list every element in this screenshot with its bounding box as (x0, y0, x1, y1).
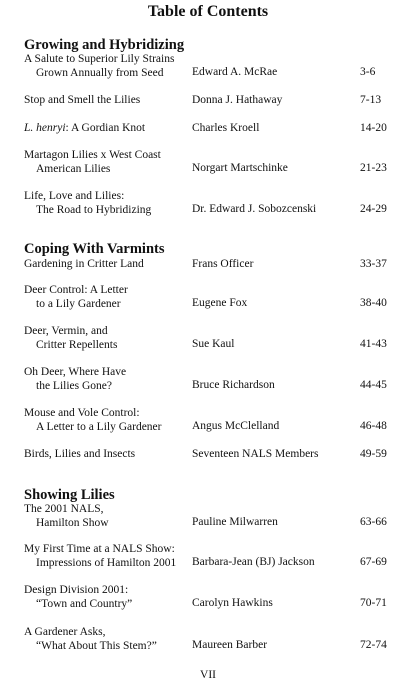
entry-author: Bruce Richardson (192, 379, 275, 391)
entry-pages: 33-37 (360, 258, 387, 270)
entry-pages: 63-66 (360, 516, 387, 528)
entry-title: Design Division 2001: “Town and Country” (24, 584, 133, 610)
entry-title: Stop and Smell the Lilies (24, 94, 141, 106)
page-number-footer: VII (200, 669, 216, 681)
page-title: Table of Contents (147, 3, 269, 20)
entry-pages: 38-40 (360, 297, 387, 309)
entry-author: Pauline Milwarren (192, 516, 278, 528)
entry-author: Maureen Barber (192, 639, 268, 651)
entry-title: Mouse and Vole Control: A Letter to a Lily Gardener (24, 407, 162, 433)
entry-title: Deer, Vermin, and Critter Repellents (24, 325, 118, 351)
entry-title: Life, Love and Lilies: The Road to Hybridizing (24, 190, 152, 216)
section-heading-showing-lilies: Showing Lilies (24, 487, 115, 503)
entry-title: My First Time at a NALS Show: Impressions of Hamilton 2001 (24, 543, 177, 569)
entry-author: Sue Kaul (192, 338, 235, 350)
entry-title: Gardening in Critter Land (24, 258, 144, 270)
entry-title: A Gardener Asks, “What About This Stem?” (24, 626, 157, 652)
section-heading-coping-with-varmints: Coping With Varmints (24, 241, 165, 257)
entry-title: The 2001 NALS, Hamilton Show (24, 503, 109, 529)
entry-author: Frans Officer (192, 258, 254, 270)
entry-title: A Salute to Superior Lily Strains Grown Annually from Seed (24, 53, 175, 79)
entry-pages: 7-13 (360, 94, 382, 106)
section-heading-growing-and-hybridizing: Growing and Hybridizing (24, 37, 185, 53)
entry-author: Barbara-Jean (BJ) Jackson (192, 556, 315, 568)
entry-title-rest: : A Gordian Knot (65, 122, 146, 134)
entry-author: Eugene Fox (192, 297, 248, 309)
entry-pages: 72-74 (360, 639, 387, 651)
entry-pages: 49-59 (360, 448, 387, 460)
entry-author: Norgart Martschinke (192, 162, 288, 174)
entry-title: Oh Deer, Where Have the Lilies Gone? (24, 366, 127, 392)
entry-pages: 44-45 (360, 379, 387, 391)
entry-author: Carolyn Hawkins (192, 597, 273, 609)
entry-title (24, 122, 192, 136)
entry-pages: 41-43 (360, 338, 387, 350)
entry-title: Martagon Lilies x West Coast American Lilies (24, 149, 161, 175)
entry-author: Dr. Edward J. Sobozcenski (192, 203, 317, 215)
entry-pages: 46-48 (360, 420, 387, 432)
entry-pages: 67-69 (360, 556, 387, 568)
entry-author: Edward A. McRae (192, 66, 278, 78)
entry-author: Seventeen NALS Members (192, 448, 319, 460)
entry-pages: 3-6 (360, 66, 376, 78)
entry-pages: 24-29 (360, 203, 387, 215)
entry-author: Angus McClelland (192, 420, 280, 432)
entry-title: Birds, Lilies and Insects (24, 448, 136, 460)
entry-pages: 70-71 (360, 597, 387, 609)
entry-pages: 14-20 (360, 122, 387, 134)
entry-pages: 21-23 (360, 162, 387, 174)
entry-title-italic: L. henryi (24, 122, 66, 134)
entry-title: Deer Control: A Letter to a Lily Gardener (24, 284, 128, 310)
entry-author: Donna J. Hathaway (192, 94, 283, 106)
entry-author: Charles Kroell (192, 122, 260, 134)
